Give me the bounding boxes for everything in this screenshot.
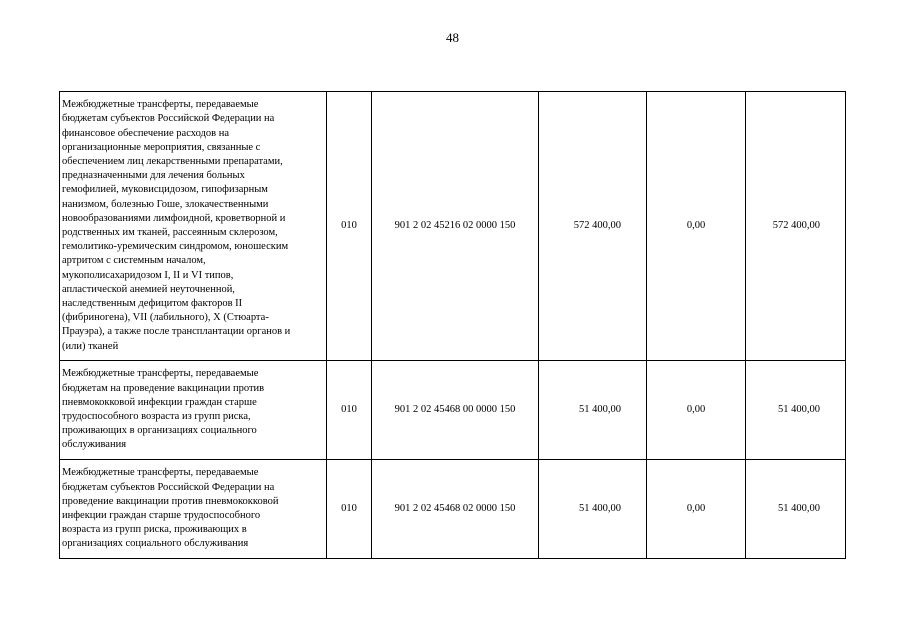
budget-table: [59, 91, 846, 559]
row-description: Межбюджетные трансферты, передаваемые бюджетам субъектов Российской Федерации на финансовое обеспечение расходов на организационные мероприятия, связанные с обеспечением лиц лекарственными препаратами, предназначенными для лечения больных гемофилией, муковисцидозом, гипофизарным нанизмом, болезнью Гоше, злокачественными новообразованиями лимфоидной, кроветворной и родственных им тканей, рассеянным склерозом, гемолитико-уремическим синдромом, юношеским артритом с системным началом, мукополисахаридозом I, II и VI типов, апластической анемией неуточненной, наследственным дефицитом факторов II (фибриногена), VII (лабильного), X (Стюарта- Прауэра), а также после трансплантации органов и (или) тканей: [62, 99, 291, 352]
row-description-cell: [60, 92, 327, 361]
total-cell: 51 400,00: [746, 361, 846, 460]
row-description: Межбюджетные трансферты, передаваемые бюджетам на проведение вакцинации против пневмококковой инфекции граждан старше трудоспособного возраста из групп риска, проживающих в организациях социального обслуживания: [62, 368, 265, 451]
change-cell: 0,00: [647, 92, 746, 361]
page-number: 48: [446, 30, 459, 45]
table-row: [60, 460, 846, 559]
budget-code-cell: 901 2 02 45468 00 0000 150: [372, 361, 539, 460]
admin-code-cell: 010: [327, 92, 372, 361]
total-cell: 51 400,00: [746, 460, 846, 559]
budget-code-cell: 901 2 02 45216 02 0000 150: [372, 92, 539, 361]
row-description: Межбюджетные трансферты, передаваемые бюджетам субъектов Российской Федерации на проведение вакцинации против пневмококковой инфекции граждан старше трудоспособного возраста из групп риска, проживающих в организациях социального обслуживания: [62, 467, 279, 550]
admin-code-cell: 010: [327, 361, 372, 460]
change-cell: 0,00: [647, 460, 746, 559]
change-cell: 0,00: [647, 361, 746, 460]
amount-cell: 572 400,00: [539, 92, 647, 361]
row-description-cell: [60, 361, 327, 460]
table-row: [60, 361, 846, 460]
admin-code-cell: 010: [327, 460, 372, 559]
table-row: [60, 92, 846, 361]
amount-cell: 51 400,00: [539, 361, 647, 460]
total-cell: 572 400,00: [746, 92, 846, 361]
row-description-cell: [60, 460, 327, 559]
amount-cell: 51 400,00: [539, 460, 647, 559]
budget-code-cell: 901 2 02 45468 02 0000 150: [372, 460, 539, 559]
